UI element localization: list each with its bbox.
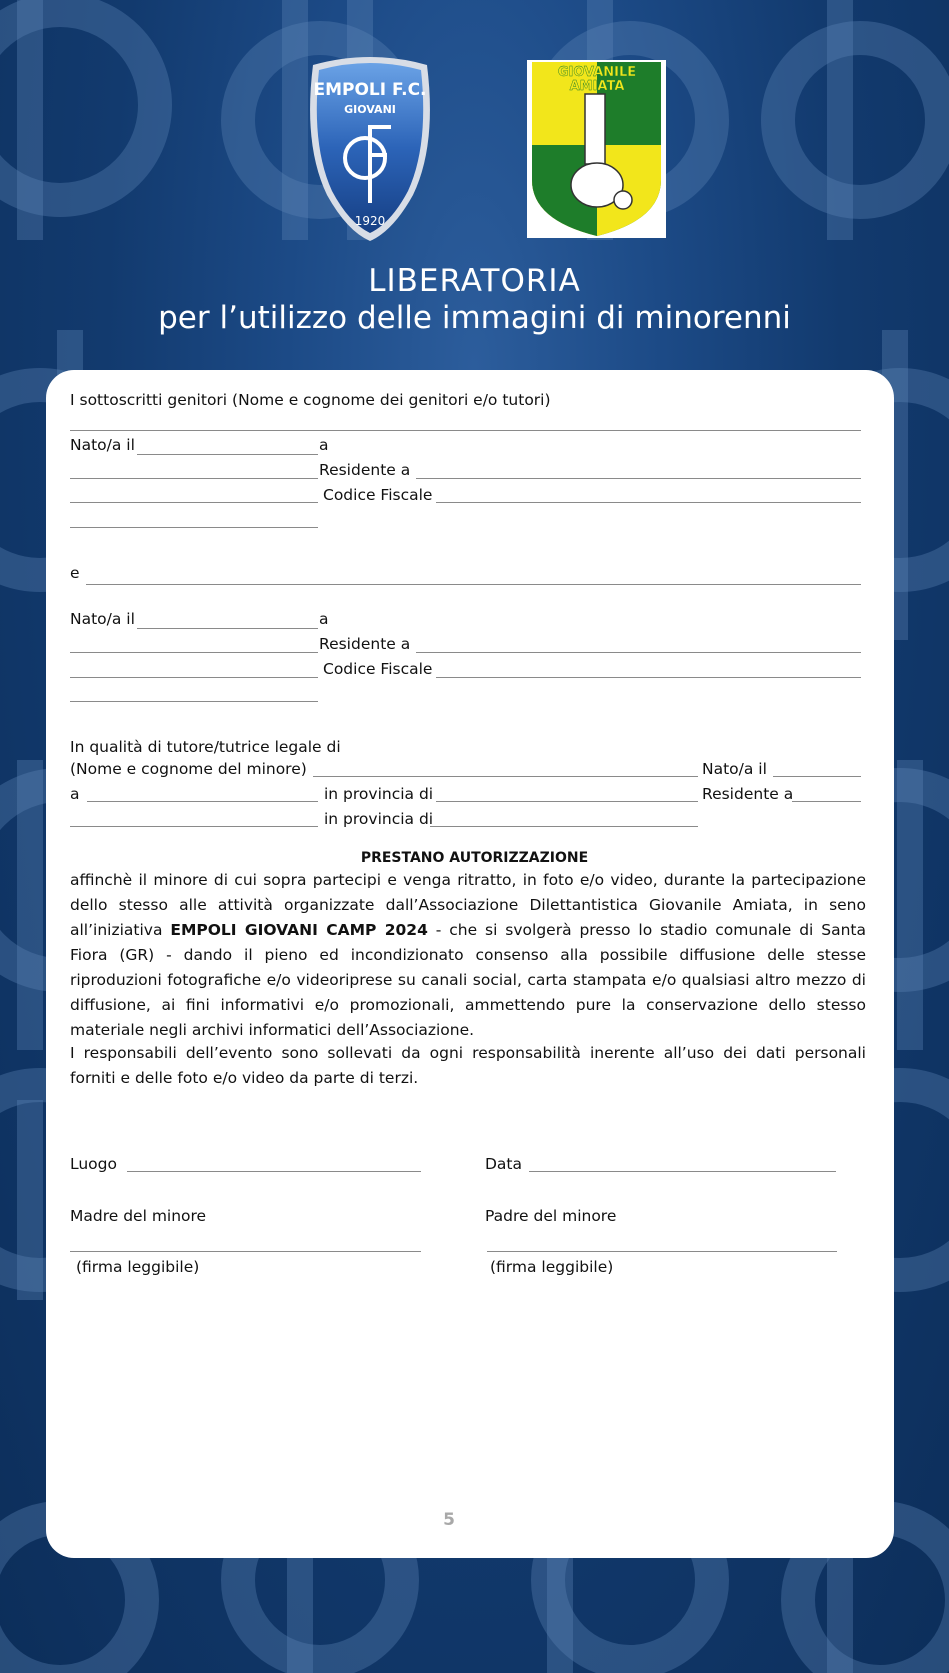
mother-firma-label: (firma leggibile) [76,1258,200,1276]
page-number: 5 [443,1510,455,1530]
codice-fiscale-label-2: Codice Fiscale [323,660,433,678]
minor-residente-label: Residente a [702,785,794,803]
mother-signature-field[interactable] [70,1251,421,1252]
e-label: e [70,564,80,582]
a-label-2: a [319,610,329,628]
nato-il-label-1: Nato/a il [70,436,135,454]
svg-text:AMIATA: AMIATA [569,79,625,94]
minor-a-label: a [70,785,80,803]
data-label: Data [485,1155,523,1173]
mother-label: Madre del minore [70,1207,207,1225]
authorization-paragraph [70,868,866,1043]
giovanile-amiata-logo [527,60,666,238]
minor-residence-province-field[interactable] [430,826,698,827]
qualita-label: In qualità di tutore/tutrice legale di [70,738,341,756]
luogo-label: Luogo [70,1155,117,1173]
minor-name-field[interactable] [313,776,698,777]
second-parent-name-field[interactable] [86,584,861,585]
father-signature-field[interactable] [487,1251,837,1252]
document-subtitle: per l’utilizzo delle immagini di minorenni [158,300,791,336]
residence-field-2[interactable] [416,652,861,653]
birth-place-field-2[interactable] [70,652,318,653]
minor-residence-field[interactable] [792,801,861,802]
empoli-fc-logo [303,55,437,243]
minor-provincia-label-2: in provincia di [324,810,434,828]
minor-residence-field-b[interactable] [70,826,318,827]
authorization-text-part2: - che si svolgerà presso lo stadio comunale di Santa Fiora (GR) - dando il pieno ed incondizionato consenso alla possibile diffusione delle stesse riproduzioni fotografiche e/o videoriprese su canali social, carta stampata e/o qualsiasi altro mezzo di diffusione, ai fini informativi e/o promozionali, ammettendo pure la conservazione dello stesso materiale negli archivi informatici dell’Associazione. [70,921,866,1039]
father-firma-label: (firma leggibile) [490,1258,614,1276]
svg-text:1920: 1920 [354,214,386,228]
intro-label: I sottoscritti genitori (Nome e cognome dei genitori e/o tutori) [70,391,551,409]
residence-field-1b[interactable] [70,502,318,503]
birth-date-field-1[interactable] [137,454,318,455]
codice-fiscale-label-1: Codice Fiscale [323,486,433,504]
authorization-heading: PRESTANO AUTORIZZAZIONE [360,850,589,866]
residente-label-1: Residente a [319,461,411,479]
svg-text:GIOVANI: GIOVANI [344,103,396,116]
empoli-logo-text: EMPOLI F.C. [313,80,427,100]
father-label: Padre del minore [485,1207,617,1225]
liability-paragraph: I responsabili dell’evento sono sollevati da ogni responsabilità inerente all’uso dei dati personali forniti e delle foto e/o video da parte di terzi. [70,1044,866,1087]
residence-field-1[interactable] [416,478,861,479]
place-field[interactable] [127,1171,421,1172]
nato-il-label-2: Nato/a il [70,610,135,628]
residence-field-2b[interactable] [70,677,318,678]
camp-name: EMPOLI GIOVANI CAMP 2024 [170,921,428,939]
birth-place-field-1[interactable] [70,478,318,479]
tax-code-field-1b[interactable] [70,527,318,528]
residente-label-2: Residente a [319,635,411,653]
date-field[interactable] [529,1171,836,1172]
minor-birth-date-field[interactable] [773,776,861,777]
parents-names-field[interactable] [70,430,861,431]
tax-code-field-1[interactable] [436,502,861,503]
authorization-text-part1: affinchè il minore di cui sopra partecipi e venga ritratto, in foto e/o video, durante la partecipazione dello stesso alle attività organizzate dall’Associazione Dilettantistica Giovanile Amiata, in seno all’iniziativa [70,871,866,939]
svg-text:GIOVANILE: GIOVANILE [557,65,637,80]
minor-nato-il-label: Nato/a il [702,760,767,778]
tax-code-field-2[interactable] [436,677,861,678]
birth-date-field-2[interactable] [137,628,318,629]
minor-name-label: (Nome e cognome del minore) [70,760,307,778]
minor-birth-place-field[interactable] [87,801,318,802]
a-label-1: a [319,436,329,454]
minor-birth-province-field[interactable] [436,801,698,802]
document-title: LIBERATORIA [368,263,581,299]
tax-code-field-2b[interactable] [70,701,318,702]
minor-provincia-label-1: in provincia di [324,785,434,803]
